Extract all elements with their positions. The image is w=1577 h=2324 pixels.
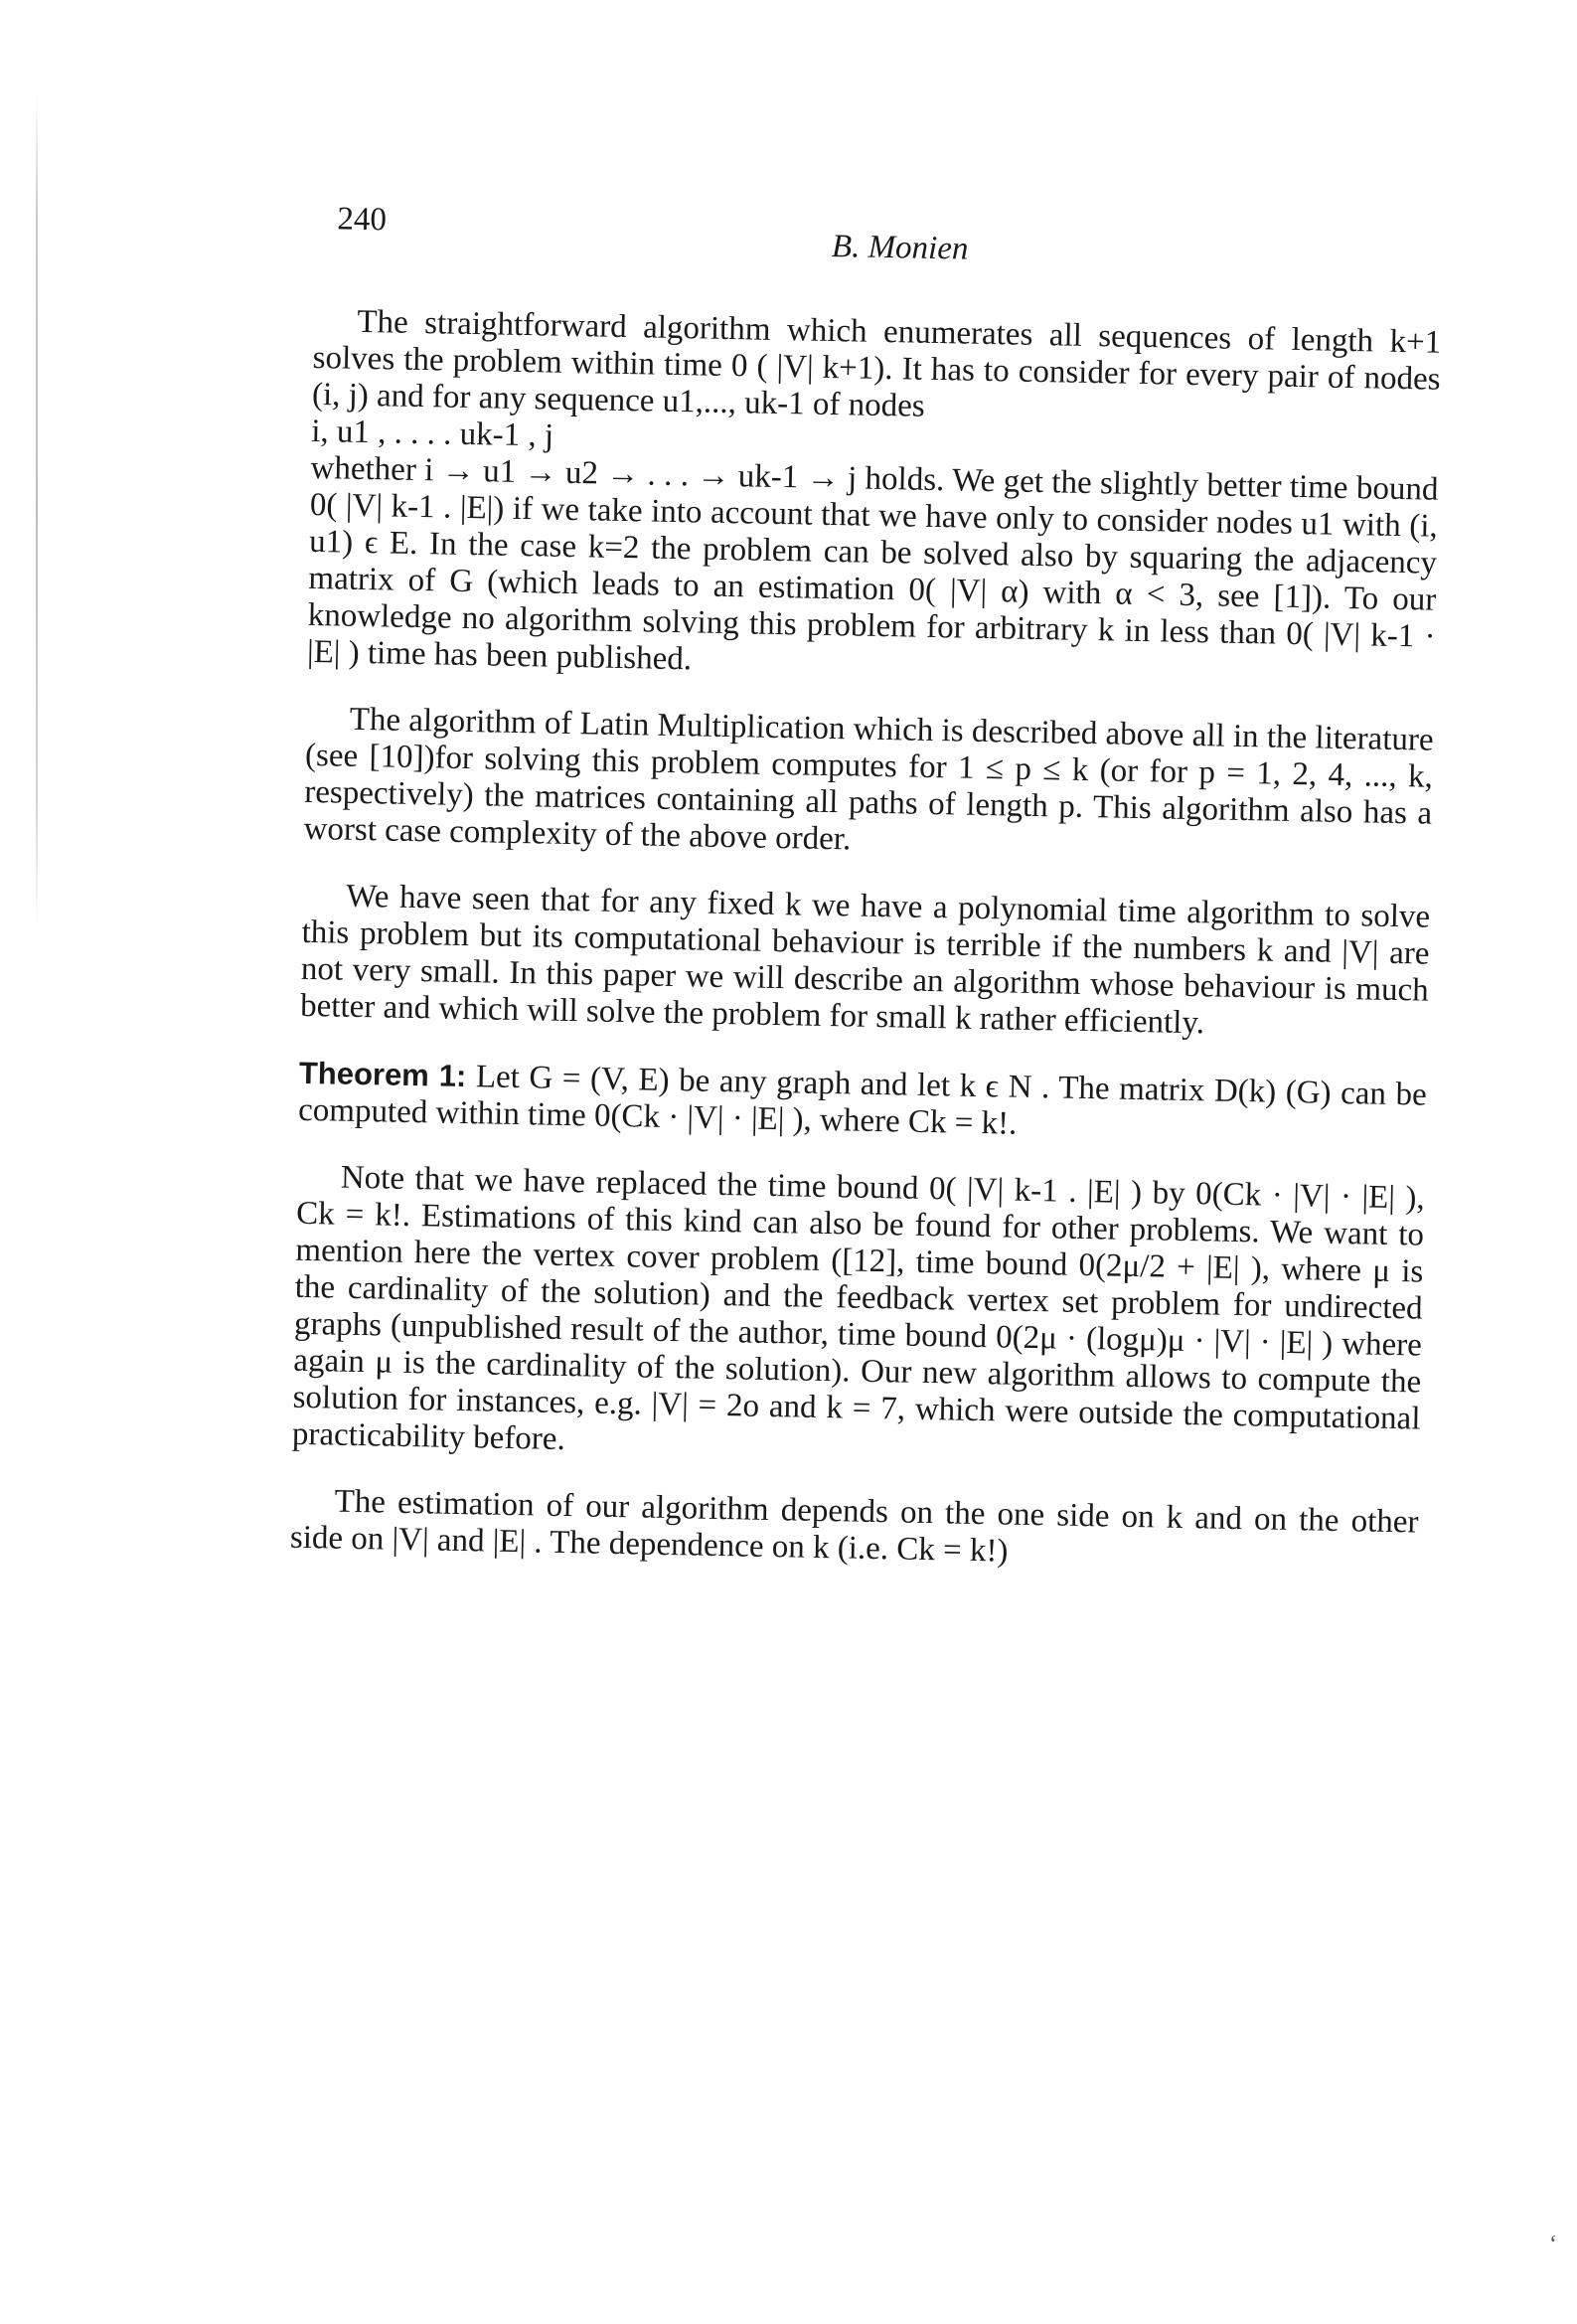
paragraph-5: Note that we have replaced the time bound 0( |V| k-1 . |E| ) by 0(Ck · |V| · |E| ), Ck = k!. Estimations of this kind can also be found for other problems. We want to mention here the vertex cover problem ([12], time bound 0(2μ/2 + |E| ), where μ is the cardinality of the solution) and the feedback vertex set problem for undirected graphs (unpublished result of the author, time bound 0(2μ · (logμ)μ · |V| · |E| ) where again μ is the cardinality of the solution). Our new algorithm allows to compute the solution for instances, e.g. |V| = 2o and k = 7, which were outside the computational practicability before. — [291, 1159, 1426, 1458]
paragraph-3: The algorithm of Latin Multiplication which is described above all in the literature (see [10])for solving this problem computes for 1 ≤ p ≤ k (or for p = 1, 2, 4, ..., k, respectively) the matrices containing all paths of length p. This algorithm also has a worst case complexity of the above order. — [303, 701, 1434, 858]
sequence-display: i, u1 , . . . . uk-1 , j — [310, 413, 554, 454]
running-head: B. Monien — [831, 228, 969, 267]
theorem-label: Theorem 1: — [298, 1055, 467, 1094]
scan-margin-line — [36, 94, 38, 929]
theorem-statement: Let G = (V, E) be any graph and let k ϵ N . The matrix D(k) (G) can be computed within time 0(Ck · |V| · |E| ), where Ck = k!. — [297, 1059, 1428, 1142]
body-text — [290, 303, 1442, 1578]
paragraph-2: whether i → u1 → u2 → . . . → uk-1 → j holds. We get the slightly better time bound 0( |V| k-1 . |E|) if we take into account that we have only to consider nodes u1 with (i, u1) ϵ E. In the case k=2 the problem can be solved also by squaring the adjacency matrix of G (which leads to an estimation 0( |V| α) with α < 3, see [1]). To our knowledge no algorithm solving this problem for arbitrary k in less than 0( |V| k-1 · |E| ) time has been published. — [306, 449, 1439, 678]
book-page — [289, 189, 1444, 1570]
scan-edge-mark: ʻ — [1549, 2232, 1557, 2257]
paragraph-4: We have seen that for any fixed k we have a polynomial time algorithm to solve this problem but its computational behaviour is terrible if the numbers k and |V| are not very small. In this paper we will describe an algorithm whose behaviour is much better and which will solve the problem for small k rather efficiently. — [299, 878, 1431, 1042]
paragraph-1: The straightforward algorithm which enumerates all sequences of length k+1 solves the problem within time 0 ( |V| k+1). It has to consider for every pair of nodes (i, j) and for any sequence u1,..., uk-1 of nodes — [311, 303, 1442, 424]
page-number: 240 — [337, 201, 388, 239]
paragraph-6: The estimation of our algorithm depends on the one side on k and on the other side on |V| and |E| . The dependence on k (i.e. Ck = k!) — [289, 1483, 1419, 1570]
